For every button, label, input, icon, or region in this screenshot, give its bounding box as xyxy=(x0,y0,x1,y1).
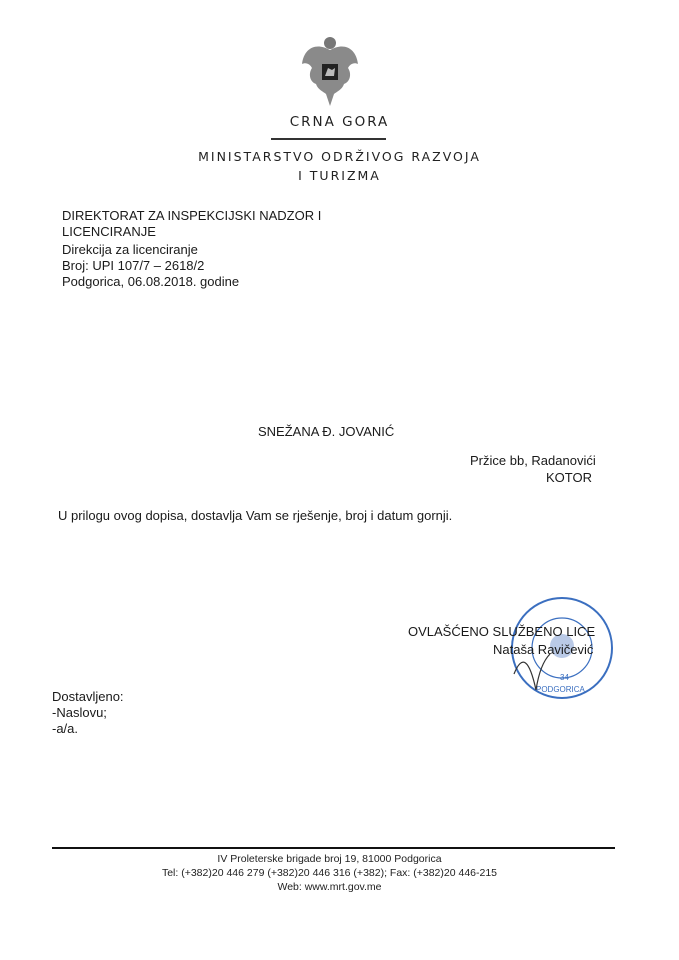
department: Direkcija za licenciranje xyxy=(62,242,198,257)
directorate-line1: DIREKTORAT ZA INSPEKCIJSKI NADZOR I xyxy=(62,208,322,223)
delivered-item: -Naslovu; xyxy=(52,705,107,720)
signatory-name: Nataša Ravičević xyxy=(493,642,594,657)
svg-text:34: 34 xyxy=(560,673,569,682)
recipient-city: KOTOR xyxy=(546,470,592,485)
ministry-name-line1: MINISTARSTVO ODRŽIVOG RAZVOJA xyxy=(198,149,481,164)
recipient-name: SNEŽANA Đ. JOVANIĆ xyxy=(258,424,395,439)
recipient-address: Pržice bb, Radanovići xyxy=(470,453,596,468)
footer-phones: Tel: (+382)20 446 279 (+382)20 446 316 (+382); Fax: (+382)20 446-215 xyxy=(161,867,498,879)
signatory-title: OVLAŠĆENO SLUŽBENO LICE xyxy=(408,624,596,639)
delivered-item: -a/a. xyxy=(52,721,79,736)
footer-web: Web: www.mrt.gov.me xyxy=(277,881,382,893)
country-name: CRNA GORA xyxy=(289,114,390,130)
svg-text:PODGORICA: PODGORICA xyxy=(536,685,585,694)
delivered-label: Dostavljeno: xyxy=(52,689,124,704)
ministry-name-line2: I TURIZMA xyxy=(298,168,381,183)
coat-of-arms-logo xyxy=(298,34,362,108)
directorate-line2: LICENCIRANJE xyxy=(62,224,156,239)
letter-body: U prilogu ovog dopisa, dostavlja Vam se rješenje, broj i datum gornji. xyxy=(58,508,453,523)
place-date: Podgorica, 06.08.2018. godine xyxy=(62,274,240,289)
reference-number: Broj: UPI 107/7 – 2618/2 xyxy=(62,258,205,273)
footer-divider xyxy=(52,847,615,849)
header-divider xyxy=(271,138,386,140)
footer-address: IV Proleterske brigade broj 19, 81000 Podgorica xyxy=(217,853,442,865)
